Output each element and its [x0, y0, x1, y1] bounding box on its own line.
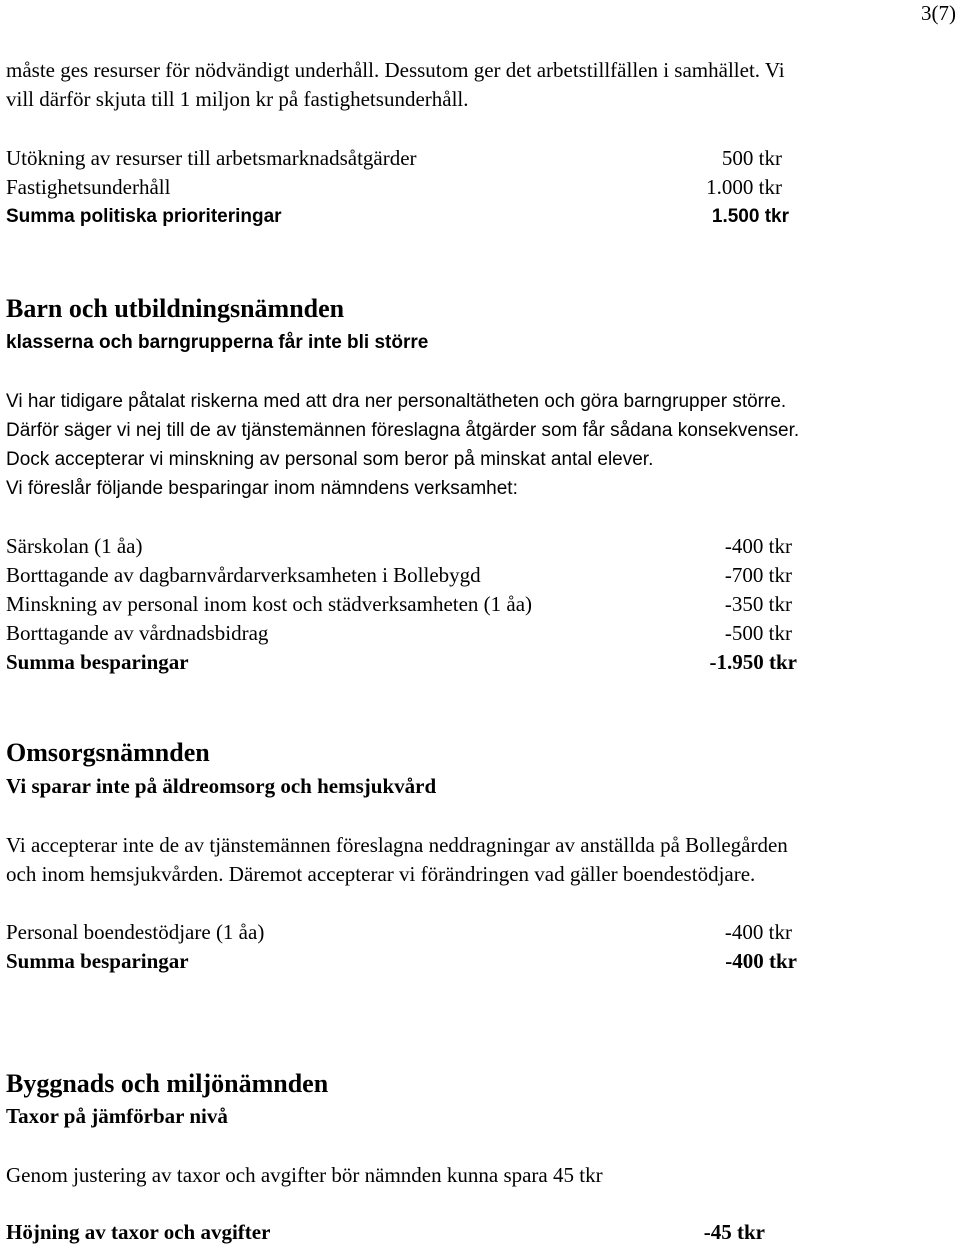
section-subheading-bygg: Taxor på jämförbar nivå [6, 1104, 228, 1128]
bun-item-label: Borttagande av vårdnadsbidrag [6, 621, 269, 645]
omsorg-paragraph-line: och inom hemsjukvården. Däremot accepterar vi förändringen vad gäller boendestödjare. [6, 862, 756, 886]
section-subheading-bun: klasserna och barngrupperna får inte bli större [6, 332, 429, 353]
intro-line-2: vill därför skjuta till 1 miljon kr på fastighetsunderhåll. [6, 87, 469, 111]
bun-item-amount: -700 tkr [724, 563, 792, 587]
bun-paragraph-line: Dock accepterar vi minskning av personal som beror på minskat antal elever. [6, 449, 654, 470]
omsorg-paragraph-line: Vi accepterar inte de av tjänstemännen föreslagna neddragningar av anställda på Bollegården [6, 833, 788, 857]
omsorg-item-amount: -400 tkr [724, 920, 792, 944]
priority-label: Fastighetsunderhåll [6, 175, 171, 199]
omsorg-total-amount: -400 tkr [725, 949, 797, 973]
bygg-paragraph: Genom justering av taxor och avgifter bör nämnden kunna spara 45 tkr [6, 1163, 603, 1187]
priority-total-amount: 1.500 tkr [711, 206, 789, 227]
bun-item-amount: -400 tkr [724, 534, 792, 558]
section-heading-bun: Barn och utbildningsnämnden [6, 294, 345, 323]
section-subheading-omsorg: Vi sparar inte på äldreomsorg och hemsjukvård [6, 774, 437, 798]
bun-item-amount: -500 tkr [724, 621, 792, 645]
priority-amount: 500 tkr [721, 146, 782, 170]
intro-line-1: måste ges resurser för nödvändigt underhåll. Dessutom ger det arbetstillfällen i samhället. Vi [6, 58, 785, 82]
bun-item-label: Borttagande av dagbarnvårdarverksamheten i Bollebygd [6, 563, 481, 587]
bun-total-amount: -1.950 tkr [709, 650, 797, 674]
omsorg-item-label: Personal boendestödjare (1 åa) [6, 920, 265, 944]
bun-item-amount: -350 tkr [724, 592, 792, 616]
section-heading-omsorg: Omsorgsnämnden [6, 738, 210, 767]
bun-paragraph-line: Vi föreslår följande besparingar inom nämndens verksamhet: [6, 478, 518, 499]
bun-paragraph-line: Därför säger vi nej till de av tjänstemännen föreslagna åtgärder som får sådana konsekvenser. [6, 420, 800, 441]
bun-total-label: Summa besparingar [6, 650, 189, 674]
section-heading-bygg: Byggnads och miljönämnden [6, 1069, 329, 1098]
bun-paragraph-line: Vi har tidigare påtalat riskerna med att dra ner personaltätheten och göra barngrupper större. [6, 391, 787, 412]
bygg-total-amount: -45 tkr [703, 1220, 765, 1244]
priority-total-label: Summa politiska prioriteringar [6, 206, 282, 227]
priority-label: Utökning av resurser till arbetsmarknadsåtgärder [6, 146, 417, 170]
bun-item-label: Särskolan (1 åa) [6, 534, 143, 558]
omsorg-total-label: Summa besparingar [6, 949, 189, 973]
bun-item-label: Minskning av personal inom kost och städverksamheten (1 åa) [6, 592, 533, 616]
page-number: 3(7) [921, 1, 956, 25]
priority-amount: 1.000 tkr [706, 175, 782, 199]
bygg-total-label: Höjning av taxor och avgifter [6, 1220, 271, 1244]
